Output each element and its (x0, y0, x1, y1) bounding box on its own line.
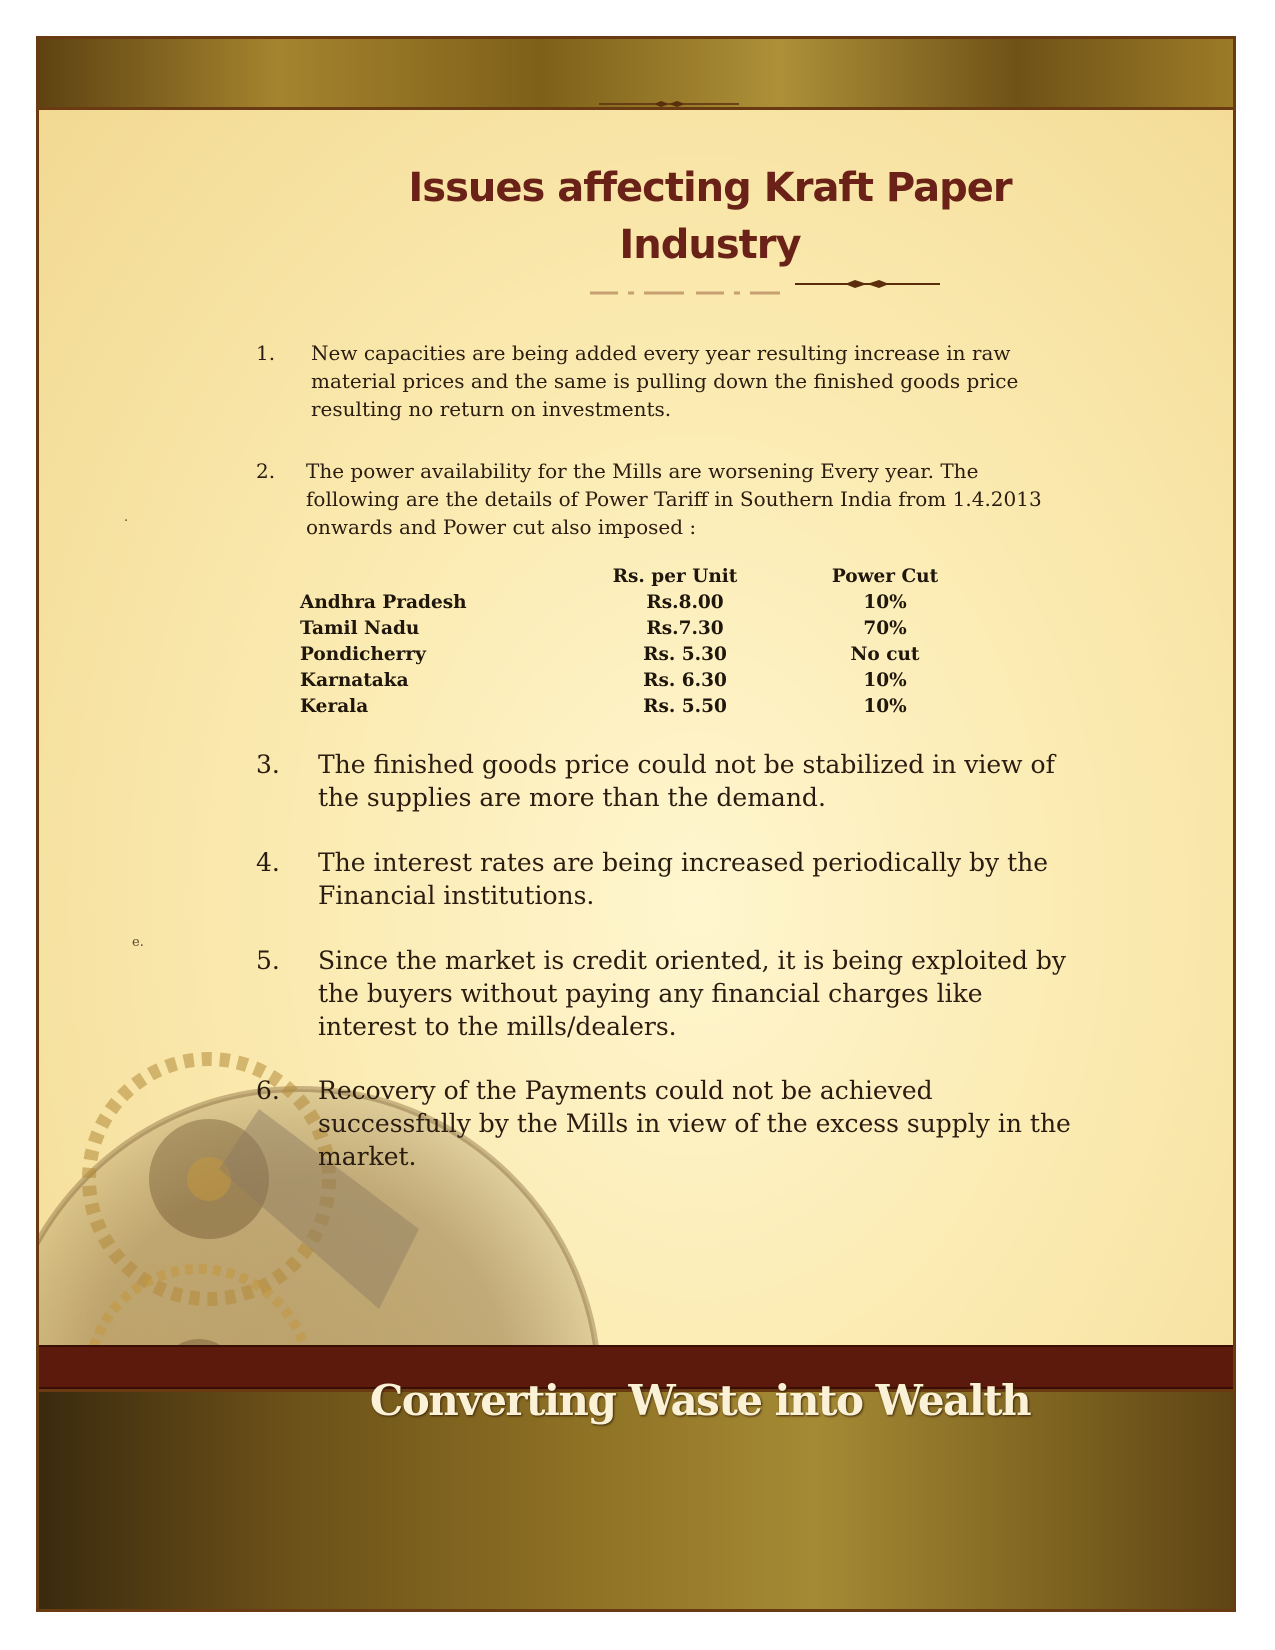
item-text: Since the market is credit oriented, it is being exploited by the buyers without paying any financial charges like interest to the mills/dealers. (318, 946, 1066, 1041)
header-rate: Rs. per Unit (612, 566, 738, 587)
power-cut-value: 70% (863, 618, 907, 639)
rate-value: Rs. 5.50 (643, 696, 727, 717)
stray-mark: e. (132, 935, 144, 950)
item-number: 2. (256, 459, 276, 483)
table-row (300, 670, 1000, 696)
item-number: 5. (256, 946, 280, 975)
state-name: Andhra Pradesh (300, 592, 467, 613)
page-title: Issues affecting Kraft Paper Industry (408, 165, 1012, 268)
power-tariff-table (300, 566, 1000, 722)
table-row (300, 592, 1000, 618)
header-power-cut: Power Cut (831, 566, 939, 587)
state-name: Tamil Nadu (300, 618, 420, 639)
table-row (300, 618, 1000, 644)
item-number: 1. (256, 341, 276, 365)
issue-item (256, 1074, 1076, 1173)
rate-value: Rs.8.00 (646, 592, 724, 613)
power-cut-value: 10% (863, 696, 907, 717)
table-row (300, 696, 1000, 722)
rate-value: Rs. 6.30 (643, 670, 727, 691)
power-cut-value: 10% (863, 592, 907, 613)
issue-item (256, 846, 1076, 912)
state-name: Pondicherry (300, 644, 426, 665)
table-row (300, 644, 1000, 670)
item-text: New capacities are being added every year resulting increase in raw material prices and the same is pulling down the finished goods price resulting no return on investments. (311, 341, 1019, 421)
item-text: The interest rates are being increased periodically by the Financial institutions. (318, 848, 1049, 910)
power-cut-value: 10% (863, 670, 907, 691)
title-ornament-icon (795, 279, 940, 289)
title-underline-icon (590, 290, 780, 296)
item-text: The power availability for the Mills are worsening Every year. The following are the details of Power Tariff in Southern India from 1.4.2013 onwards and Power cut also imposed : (306, 459, 1042, 539)
stray-mark: . (124, 510, 129, 525)
item-number: 3. (256, 750, 280, 779)
ornament-icon (599, 101, 739, 107)
table-header-row (300, 566, 1000, 592)
item-text: Recovery of the Payments could not be achieved successfully by the Mills in view of the excess supply in the market. (318, 1076, 1071, 1171)
issue-item (256, 944, 1076, 1043)
power-cut-value: No cut (850, 644, 920, 665)
item-number: 6. (256, 1076, 280, 1105)
footer-tagline: Converting Waste into Wealth (369, 1376, 1031, 1425)
issue-item (256, 457, 1076, 541)
top-decorative-band (39, 39, 1233, 110)
issue-item (256, 748, 1076, 814)
rate-value: Rs.7.30 (646, 618, 724, 639)
rate-value: Rs. 5.30 (643, 644, 727, 665)
state-name: Kerala (300, 696, 369, 717)
item-number: 4. (256, 848, 280, 877)
issue-item (256, 339, 1076, 423)
item-text: The finished goods price could not be stabilized in view of the supplies are more than the demand. (318, 750, 1055, 812)
state-name: Karnataka (300, 670, 409, 691)
